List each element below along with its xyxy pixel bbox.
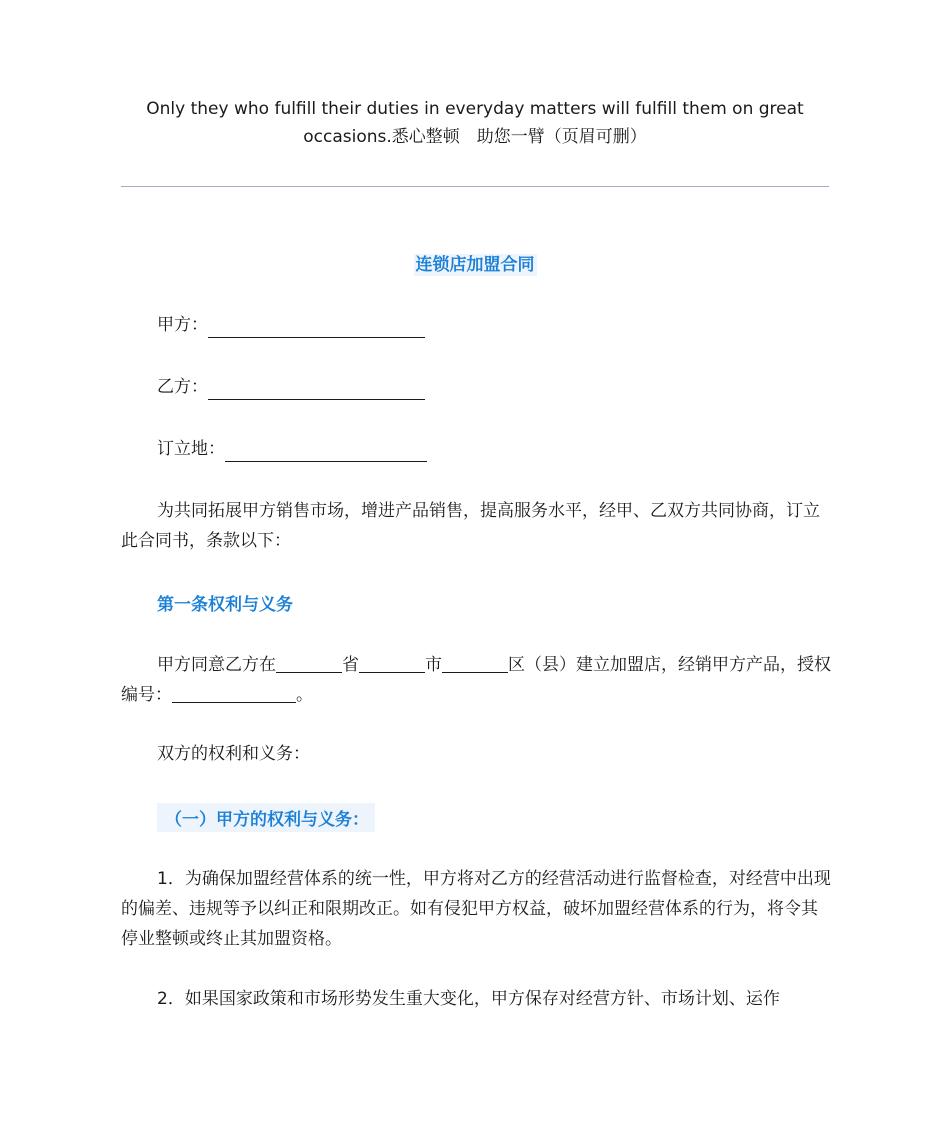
party-a-label: 甲方：	[157, 315, 208, 335]
header-line-1: Only they who fulfill their duties in everyday matters will fulfill them on great	[146, 99, 804, 119]
authorization-paragraph: 甲方同意乙方在 省 市 区（县）建立加盟店，经销甲方产品，授权编号： 。	[121, 655, 831, 705]
party-a-rights-heading: （一）甲方的权利与义务：	[157, 803, 375, 832]
intro-paragraph: 为共同拓展甲方销售市场，增进产品销售，提高服务水平，经甲、乙双方共同协商，订立此合同书，条款以下：	[121, 501, 820, 551]
party-a-blank	[208, 318, 425, 338]
signing-place-label: 订立地：	[157, 439, 225, 459]
party-b-blank	[208, 380, 425, 400]
document-title: 连锁店加盟合同	[415, 255, 535, 275]
page-header	[120, 95, 830, 151]
signing-place-field	[157, 436, 427, 462]
signing-place-blank	[225, 442, 427, 462]
rights-intro: 双方的权利和义务：	[157, 744, 310, 764]
party-a-field	[157, 312, 425, 338]
header-divider	[121, 186, 829, 187]
clause-2: 2．如果国家政策和市场形势发生重大变化，甲方保存对经营方针、市场计划、运作	[157, 989, 780, 1009]
party-b-field	[157, 374, 425, 400]
clause-1: 1．为确保加盟经营体系的统一性，甲方将对乙方的经营活动进行监督检查，对经营中出现的偏差、违规等予以纠正和限期改正。如有侵犯甲方权益，破坏加盟经营体系的行为，将令其停业整顿或终止其加盟资格。	[121, 869, 831, 949]
header-line-2: occasions.悉心整顿 助您一臂（页眉可删）	[303, 127, 647, 147]
article-1-heading: 第一条权利与义务	[157, 595, 293, 615]
party-b-label: 乙方：	[157, 377, 208, 397]
